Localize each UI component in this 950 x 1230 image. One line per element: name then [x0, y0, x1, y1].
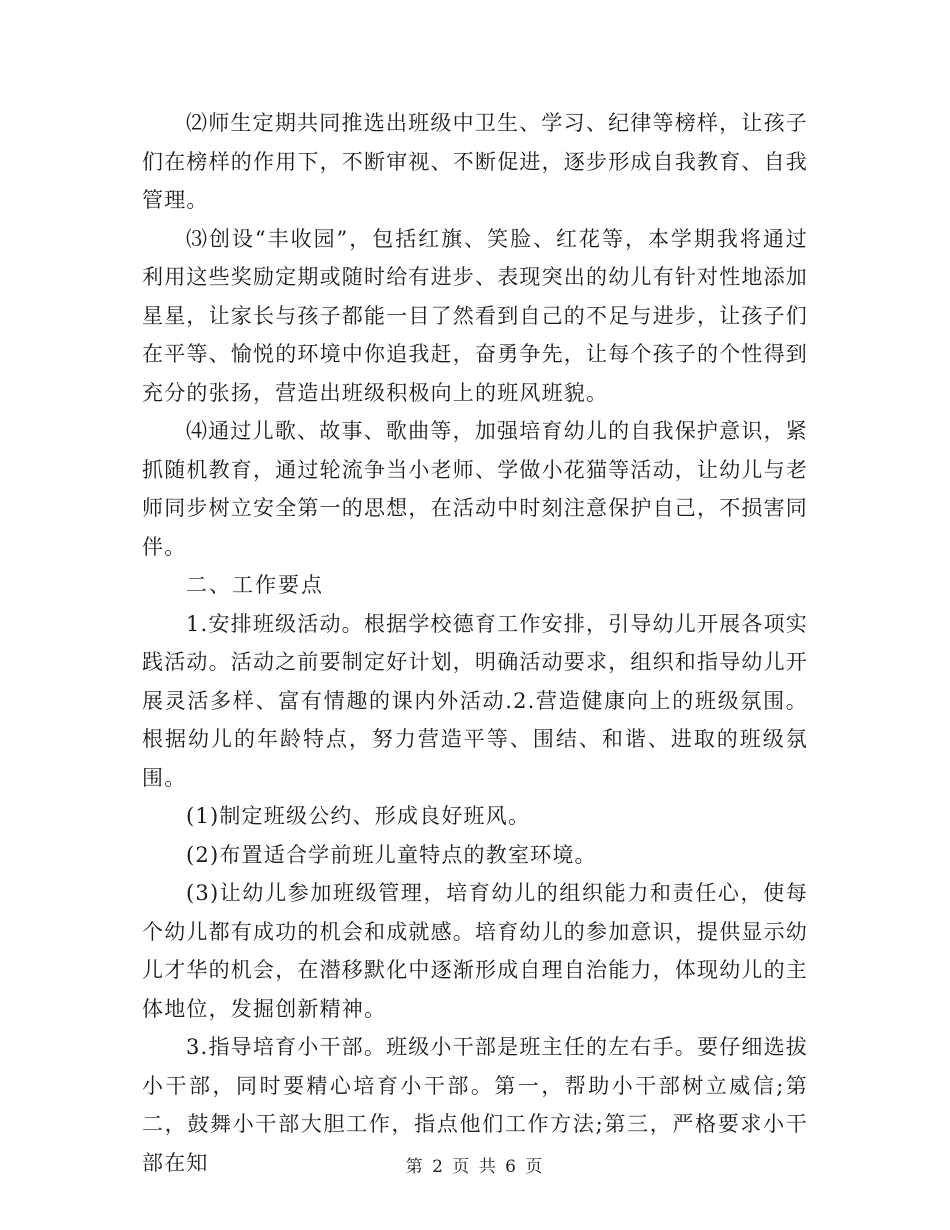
paragraph-item-3: ⑶创设“丰收园”，包括红旗、笑脸、红花等，本学期我将通过利用这些奖励定期或随时给有进步、表现突出的幼儿有针对性地添加星星，让家长与孩子都能一目了然看到自己的不足与进步，让孩子们在平等、愉悦的环境中你追我赶，奋勇争先，让每个孩子的个性得到充分的张扬，营造出班级积极向上的班风班貌。 — [142, 226, 808, 405]
paragraph-class-leaders: 3.指导培育小干部。班级小干部是班主任的左右手。要仔细选拔小干部，同时要精心培育小干部。第一，帮助小干部树立威信;第二，鼓舞小干部大胆工作，指点他们工作方法;第三，严格要求小干部在知 — [142, 1035, 808, 1175]
paragraph-item-4: ⑷通过儿歌、故事、歌曲等，加强培育幼儿的自我保护意识，紧抓随机教育，通过轮流争当小老师、学做小花猫等活动，让幼儿与老师同步树立安全第一的思想，在活动中时刻注意保护自己，不损害同伴。 — [142, 419, 808, 559]
paragraph-item-2: ⑵师生定期共同推选出班级中卫生、学习、纪律等榜样，让孩子们在榜样的作用下，不断审视、不断促进，逐步形成自我教育、自我管理。 — [142, 111, 808, 212]
section-heading-work-points: 二、工作要点 — [186, 573, 324, 597]
paragraph-sub-2: (2)布置适合学前班儿童特点的教室环境。 — [186, 842, 597, 867]
paragraph-sub-1: (1)制定班级公约、形成良好班风。 — [186, 804, 531, 828]
document-body — [142, 104, 808, 1182]
paragraph-class-activities: 1.安排班级活动。根据学校德育工作安排，引导幼儿开展各项实践活动。活动之前要制定好计划，明确活动要求，组织和指导幼儿开展灵活多样、富有情趣的课内外活动.2.营造健康向上的班级氛围。根据幼儿的年龄特点，努力营造平等、围结、和谐、进取的班级氛围。 — [142, 611, 808, 790]
paragraph-sub-3: (3)让幼儿参加班级管理，培育幼儿的组织能力和责任心，使每个幼儿都有成功的机会和成就感。培育幼儿的参加意识，提供显示幼儿才华的机会，在潜移默化中逐渐形成自理自治能力，体现幼儿的主体地位，发掘创新精神。 — [142, 881, 808, 1021]
page-number-footer: 第 2 页 共 6 页 — [405, 1157, 545, 1177]
